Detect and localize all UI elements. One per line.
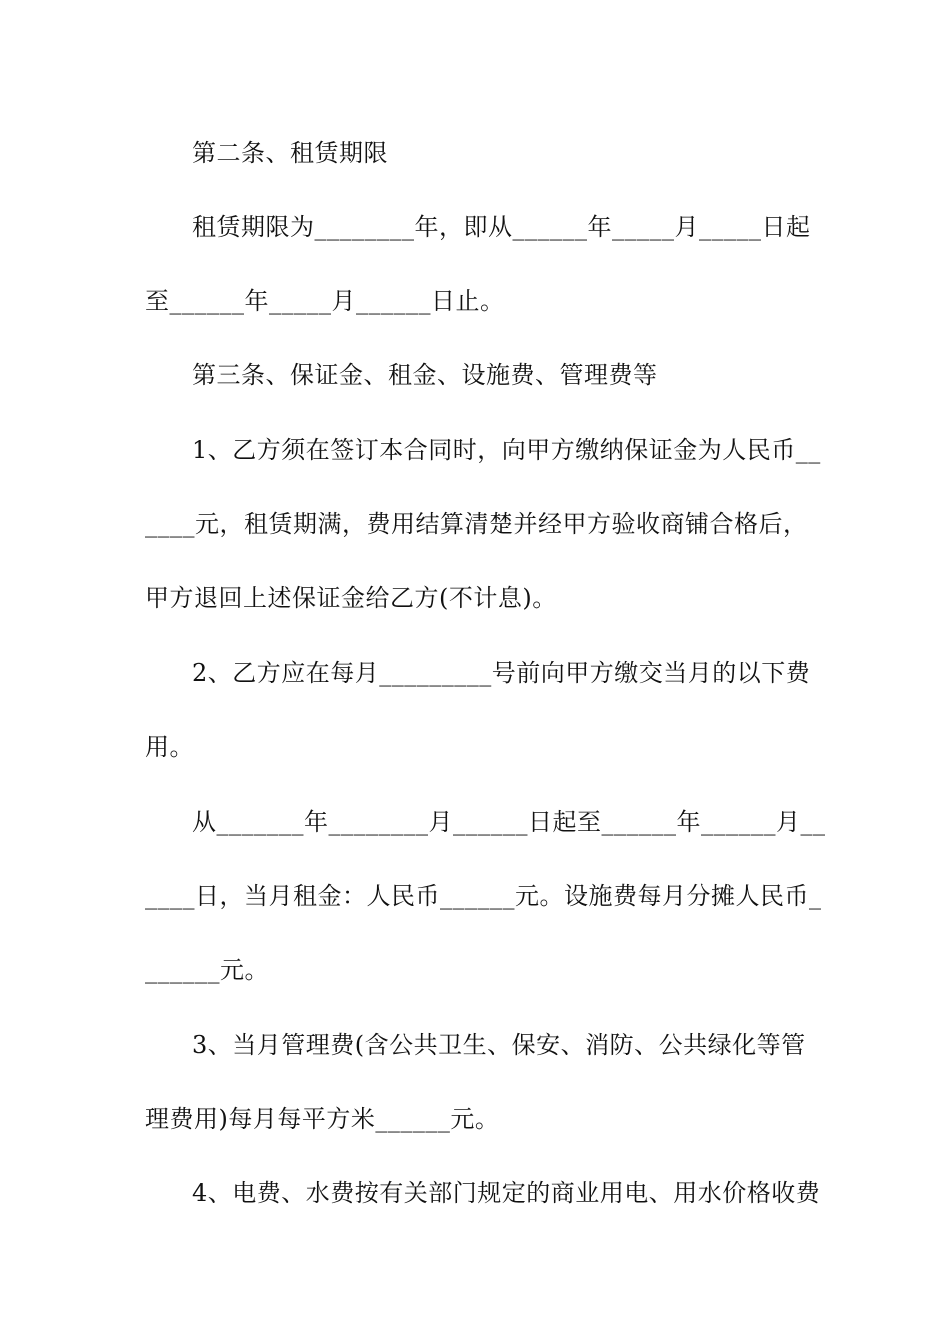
lease-term-line-2: 至______年_____月______日止。: [145, 287, 505, 315]
clause-3-line-2: 理费用)每月每平方米______元。: [145, 1105, 500, 1133]
rent-period-line-1: 从_______年________月______日起至______年______月__: [192, 808, 826, 836]
rent-period-line-2: ____日，当月租金：人民币______元。设施费每月分摊人民币_: [145, 882, 822, 910]
article-2-heading: 第二条、租赁期限: [192, 139, 388, 167]
clause-4-line-1: 4、电费、水费按有关部门规定的商业用电、用水价格收费: [192, 1179, 821, 1207]
lease-term-line-1: 租赁期限为________年，即从______年_____月_____日起: [192, 213, 811, 241]
article-3-heading: 第三条、保证金、租金、设施费、管理费等: [192, 361, 658, 389]
clause-2-line-2: 用。: [145, 733, 194, 761]
clause-2-line-1: 2、乙方应在每月_________号前向甲方缴交当月的以下费: [192, 659, 811, 687]
clause-1-line-1: 1、乙方须在签订本合同时，向甲方缴纳保证金为人民币__: [192, 436, 821, 464]
clause-1-line-2: ____元，租赁期满，费用结算清楚并经甲方验收商铺合格后，: [145, 510, 808, 538]
clause-1-line-3: 甲方退回上述保证金给乙方(不计息)。: [145, 584, 557, 612]
clause-3-line-1: 3、当月管理费(含公共卫生、保安、消防、公共绿化等管: [192, 1031, 806, 1059]
rent-period-line-3: ______元。: [145, 956, 269, 984]
